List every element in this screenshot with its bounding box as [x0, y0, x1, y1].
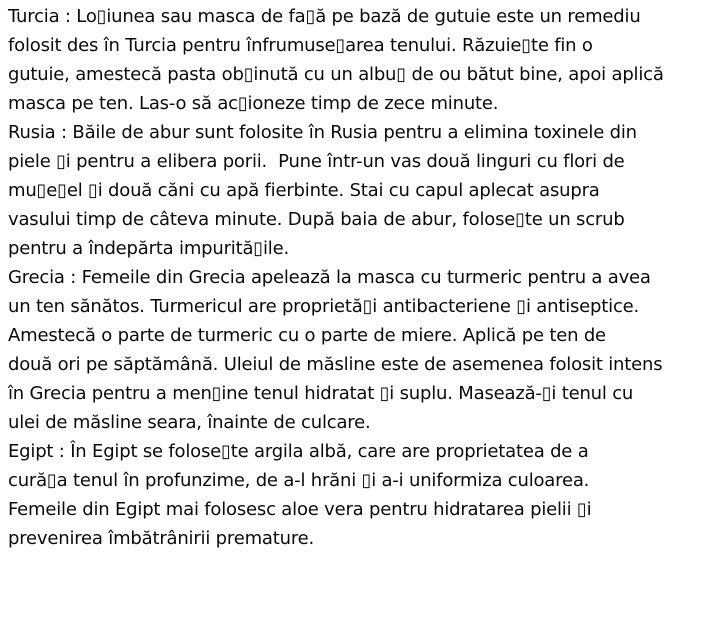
text-line: Grecia : Femeile din Grecia apelează la masca cu turmeric pentru a avea [8, 267, 651, 288]
text-line: un ten sănătos. Turmericul are proprietă▯i antibacteriene ▯i antiseptice. [8, 296, 640, 317]
text-line: folosit des în Turcia pentru înfrumuse▯area tenului. Răzuie▯te fin o [8, 35, 593, 56]
text-line: mu▯e▯el ▯i două căni cu apă fierbinte. Stai cu capul aplecat asupra [8, 180, 600, 201]
text-line: Femeile din Egipt mai folosesc aloe vera pentru hidratarea pielii ▯i [8, 499, 592, 520]
text-line: masca pe ten. Las-o să ac▯ioneze timp de zece minute. [8, 93, 499, 114]
text-line: piele ▯i pentru a elibera porii. Pune într-un vas două linguri cu flori de [8, 151, 625, 172]
text-block [8, 2, 700, 553]
text-line: prevenirea îmbătrânirii premature. [8, 528, 315, 549]
section-grecia [8, 263, 700, 437]
text-line: Rusia : Băile de abur sunt folosite în Rusia pentru a elimina toxinele din [8, 122, 637, 143]
text-line: Turcia : Lo▯iunea sau masca de fa▯ă pe bază de gutuie este un remediu [8, 6, 641, 27]
section-turcia [8, 2, 700, 118]
text-line: gutuie, amestecă pasta ob▯inută cu un albu▯ de ou bătut bine, apoi aplică [8, 64, 664, 85]
section-egipt [8, 437, 700, 553]
section-rusia [8, 118, 700, 263]
text-line: Egipt : În Egipt se folose▯te argila albă, care are proprietatea de a [8, 441, 589, 462]
text-line: pentru a îndepărta impurită▯ile. [8, 238, 289, 259]
text-line: două ori pe săptămână. Uleiul de măsline este de asemenea folosit intens [8, 354, 663, 375]
text-line: în Grecia pentru a men▯ine tenul hidratat ▯i suplu. Masează-▯i tenul cu [8, 383, 634, 404]
text-line: vasului timp de câteva minute. După baia de abur, folose▯te un scrub [8, 209, 625, 230]
text-line: ulei de măsline seara, înainte de culcare. [8, 412, 371, 433]
text-line: Amestecă o parte de turmeric cu o parte de miere. Aplică pe ten de [8, 325, 606, 346]
text-line: cură▯a tenul în profunzime, de a-l hrăni ▯i a-i uniformiza culoarea. [8, 470, 590, 491]
